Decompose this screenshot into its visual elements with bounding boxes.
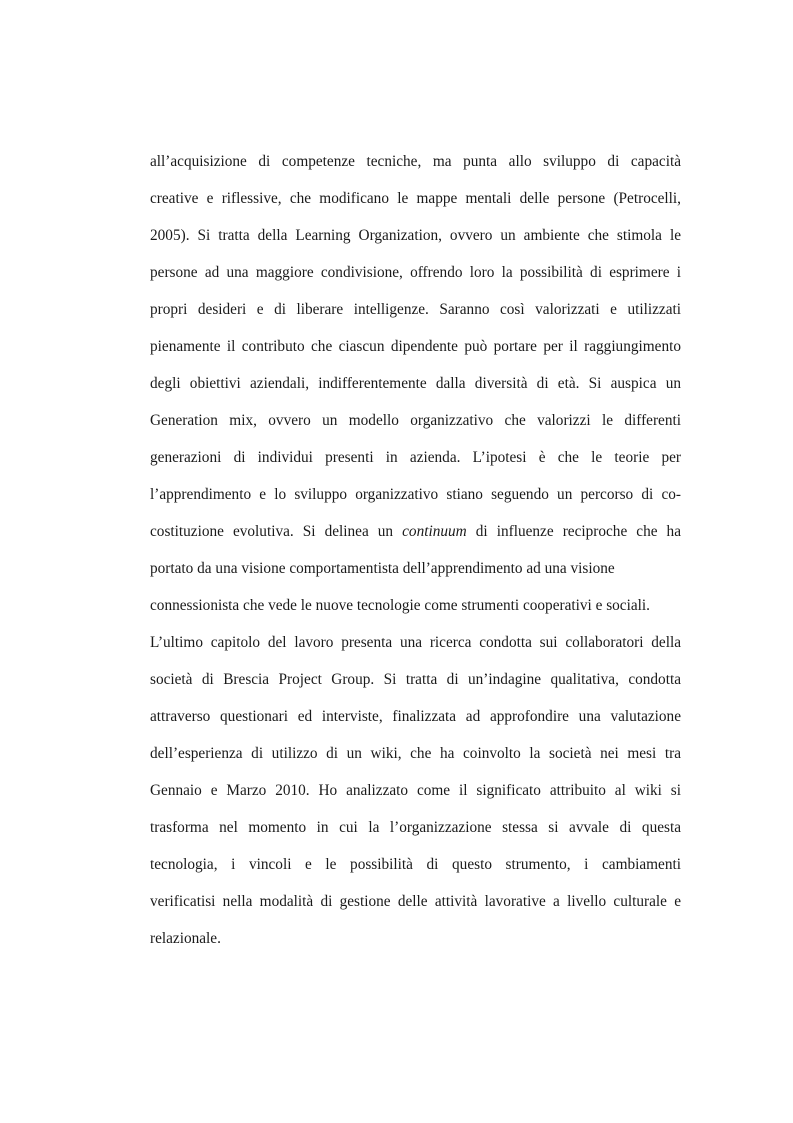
text-line: relazionale. [150,930,221,947]
text-segment: di influenze reciproche che ha [466,523,681,540]
text-line: l’apprendimento e lo sviluppo organizzativo stiano seguendo un percorso di co- [150,486,681,503]
body-text [150,143,681,957]
text-line: Generation mix, ovvero un modello organizzativo che valorizzi le differenti [150,412,681,429]
text-line: verificatisi nella modalità di gestione delle attività lavorative a livello culturale e [150,893,681,910]
text-line: dell’esperienza di utilizzo di un wiki, che ha coinvolto la società nei mesi tra [150,745,681,762]
text-line: attraverso questionari ed interviste, finalizzata ad approfondire una valutazione [150,708,681,725]
text-line: 2005). Si tratta della Learning Organization, ovvero un ambiente che stimola le [150,227,681,244]
text-line: portato da una visione comportamentista dell’apprendimento ad una visione [150,560,615,577]
text-line: pienamente il contributo che ciascun dipendente può portare per il raggiungimento [150,338,681,355]
text-line: tecnologia, i vincoli e le possibilità di questo strumento, i cambiamenti [150,856,681,873]
text-segment: costituzione evolutiva. Si delinea un [150,523,403,540]
text-line: L’ultimo capitolo del lavoro presenta una ricerca condotta sui collaboratori della [150,634,681,651]
text-line: persone ad una maggiore condivisione, offrendo loro la possibilità di esprimere i [150,264,681,281]
text-line: connessionista che vede le nuove tecnologie come strumenti cooperativi e sociali. [150,597,650,614]
text-line: generazioni di individui presenti in azienda. L’ipotesi è che le teorie per [150,449,681,466]
text-line-with-italic [150,513,681,550]
text-line: Gennaio e Marzo 2010. Ho analizzato come il significato attribuito al wiki si [150,782,681,799]
italic-term: continuum [402,523,467,540]
text-line: società di Brescia Project Group. Si tratta di un’indagine qualitativa, condotta [150,671,681,688]
text-line: all’acquisizione di competenze tecniche, ma punta allo sviluppo di capacità [150,153,681,170]
text-line: degli obiettivi aziendali, indifferentemente dalla diversità di età. Si auspica un [150,375,681,392]
text-line: creative e riflessive, che modificano le mappe mentali delle persone (Petrocelli, [150,190,681,207]
text-line: trasforma nel momento in cui la l’organizzazione stessa si avvale di questa [150,819,681,836]
text-line: propri desideri e di liberare intelligenze. Saranno così valorizzati e utilizzati [150,301,681,318]
